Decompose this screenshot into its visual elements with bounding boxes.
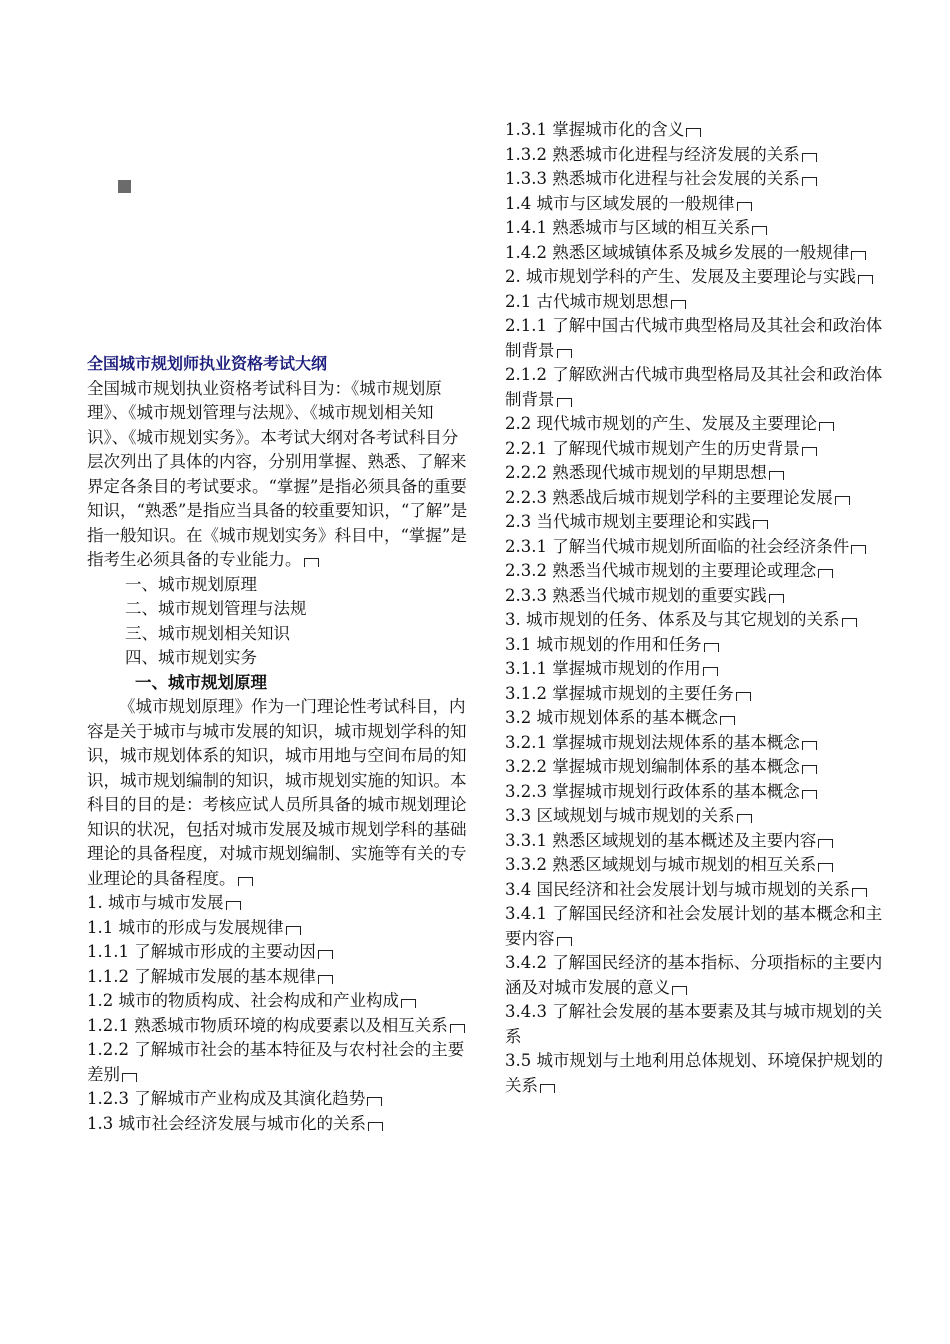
left-paragraph [87,940,473,965]
paragraph-mark-icon [704,643,719,652]
paragraph-text: 三、城市规划相关知识 [125,623,290,643]
right-paragraph [505,657,893,682]
paragraph-text: 四、城市规划实务 [125,648,257,667]
right-paragraph [505,118,893,143]
paragraph-mark-icon [818,863,833,872]
left-paragraph [87,989,473,1014]
paragraph-text: 1.3.2 熟悉城市化进程与经济发展的关系 [505,144,800,164]
paragraph-mark-icon [819,422,834,431]
paragraph-text: 2.3 当代城市规划主要理论和实践 [505,512,751,531]
paragraph-mark-icon [802,447,817,456]
paragraph-mark-icon [238,877,253,886]
paragraph-text: 1.1 城市的形成与发展规律 [87,917,284,937]
paragraph-mark-icon [450,1024,465,1033]
paragraph-text: 1.2.3 了解城市产业构成及其演化趋势 [87,1089,366,1108]
right-paragraph [505,314,893,363]
paragraph-mark-icon [802,177,817,186]
right-paragraph [505,167,893,192]
right-paragraph [505,902,893,951]
paragraph-mark-icon [818,839,833,848]
left-paragraph [87,597,473,622]
left-paragraph [87,573,473,598]
paragraph-text: 1.1.2 了解城市发展的基本规律 [87,966,316,986]
paragraph-text: 《城市规划原理》作为一门理论性考试科目，内容是关于城市与城市发展的知识，城市规划学科的知识，城市规划体系的知识，城市用地与空间布局的知识，城市规划编制的知识，城市规划实施的知识。本科目的目的是：考核应试人员所具备的城市规划理论知识的状况，包括对城市发展及城市规划学科的基础理论的具备程度，对城市规划编制、实施等有关的专业理论的具备程度。 [87,697,467,888]
right-paragraph [505,265,893,290]
paragraph-text: 2.1 古代城市规划思想 [505,291,669,311]
paragraph-text: 3.3.2 熟悉区域规划与城市规划的相互关系 [505,855,817,874]
paragraph-mark-icon [671,300,686,309]
paragraph-text: 1.4 城市与区域发展的一般规律 [505,193,735,213]
left-paragraph [87,695,473,891]
paragraph-mark-icon [557,398,572,407]
paragraph-text: 1.2.1 熟悉城市物质环境的构成要素以及相互关系 [87,1015,448,1035]
paragraph-mark-icon [752,226,767,235]
left-paragraph [87,622,473,647]
paragraph-text: 2.1.2 了解欧洲古代城市典型格局及其社会和政治体制背景 [505,365,883,409]
paragraph-text: 3.1.1 掌握城市规划的作用 [505,659,701,678]
paragraph-mark-icon [686,128,701,137]
paragraph-text: 2.3.2 熟悉当代城市规划的主要理论或理念 [505,561,817,580]
paragraph-text: 3.4 国民经济和社会发展计划与城市规划的关系 [505,879,850,899]
paragraph-mark-icon [557,349,572,358]
paragraph-mark-icon [851,545,866,554]
paragraph-text: 3.5 城市规划与土地利用总体规划、环境保护规划的关系 [505,1051,883,1095]
left-paragraph [87,352,473,377]
right-paragraph [505,216,893,241]
paragraph-mark-icon [753,520,768,529]
right-paragraph [505,1000,893,1049]
paragraph-mark-icon [737,814,752,823]
right-paragraph [505,829,893,854]
right-paragraph [505,510,893,535]
left-paragraph [87,1087,473,1112]
paragraph-text: 2.2.1 了解现代城市规划产生的历史背景 [505,438,800,458]
left-paragraph [87,1014,473,1039]
right-paragraph [505,731,893,756]
right-paragraph [505,682,893,707]
left-paragraph [87,916,473,941]
paragraph-text: 一、城市规划原理 [125,574,257,594]
paragraph-text: 2.3.3 熟悉当代城市规划的重要实践 [505,585,767,605]
right-paragraph [505,633,893,658]
right-paragraph [505,951,893,1000]
paragraph-mark-icon [842,618,857,627]
paragraph-text: 1.3.1 掌握城市化的含义 [505,120,685,139]
paragraph-mark-icon [557,937,572,946]
paragraph-text: 3.2 城市规划体系的基本概念 [505,708,718,727]
paragraph-text: 3.4.2 了解国民经济的基本指标、分项指标的主要内涵及对城市发展的意义 [505,953,883,997]
paragraph-text: 3.2.1 掌握城市规划法规体系的基本概念 [505,732,800,752]
paragraph-text: 1.3.3 熟悉城市化进程与社会发展的关系 [505,169,800,188]
left-paragraph [87,646,473,671]
right-paragraph [505,1049,893,1098]
paragraph-text: 3. 城市规划的任务、体系及与其它规划的关系 [505,610,840,629]
paragraph-text: 3.2.2 掌握城市规划编制体系的基本概念 [505,757,800,776]
paragraph-mark-icon [858,275,873,284]
paragraph-text: 3.3.1 熟悉区域规划的基本概述及主要内容 [505,830,817,850]
paragraph-text: 1.1.1 了解城市形成的主要动因 [87,942,316,961]
paragraph-text: 1.2 城市的物质构成、社会构成和产业构成 [87,991,399,1010]
paragraph-text: 2.3.1 了解当代城市规划所面临的社会经济条件 [505,536,850,556]
paragraph-text: 全国城市规划师执业资格考试大纲 [87,354,328,373]
paragraph-text: 3.1 城市规划的作用和任务 [505,634,702,654]
left-column [87,352,473,1136]
paragraph-text: 1.4.2 熟悉区域城镇体系及城乡发展的一般规律 [505,242,850,262]
paragraph-text: 3.4.3 了解社会发展的基本要素及其与城市规划的关系 [505,1002,883,1046]
right-paragraph [505,878,893,903]
left-paragraph [87,377,473,573]
paragraph-mark-icon [720,716,735,725]
right-paragraph [505,412,893,437]
paragraph-text: 2.1.1 了解中国古代城市典型格局及其社会和政治体制背景 [505,316,883,360]
paragraph-mark-icon [736,692,751,701]
right-paragraph [505,363,893,412]
paragraph-mark-icon [226,901,241,910]
paragraph-text: 3.1.2 掌握城市规划的主要任务 [505,683,734,703]
paragraph-mark-icon [672,986,687,995]
right-paragraph [505,559,893,584]
left-paragraph [87,1112,473,1137]
paragraph-text: 2. 城市规划学科的产生、发展及主要理论与实践 [505,267,856,286]
right-paragraph [505,241,893,266]
paragraph-text: 1. 城市与城市发展 [87,893,224,912]
paragraph-mark-icon [122,1073,137,1082]
paragraph-mark-icon [802,741,817,750]
left-paragraph [87,671,473,696]
right-paragraph [505,608,893,633]
paragraph-text: 1.4.1 熟悉城市与区域的相互关系 [505,218,751,237]
paragraph-mark-icon [318,975,333,984]
paragraph-text: 1.2.2 了解城市社会的基本特征及与农村社会的主要差别 [87,1040,465,1084]
right-paragraph [505,192,893,217]
paragraph-mark-icon [540,1084,555,1093]
paragraph-mark-icon [835,496,850,505]
right-paragraph [505,584,893,609]
right-paragraph [505,780,893,805]
right-paragraph [505,853,893,878]
paragraph-text: 3.2.3 掌握城市规划行政体系的基本概念 [505,781,800,801]
right-paragraph [505,755,893,780]
paragraph-text: 全国城市规划执业资格考试科目为：《城市规划原理》、《城市规划管理与法规》、《城市规划相关知识》、《城市规划实务》。本考试大纲对各考试科目分层次列出了具体的内容，分别用掌握、熟悉、了解来界定各条目的考试要求。“掌握”是指必须具备的重要知识，“熟悉”是指应当具备的较重要知识，“了解”是指一般知识。在《城市规划实务》科目中，“掌握”是指考生必须具备的专业能力。 [87,378,468,569]
left-paragraph [87,965,473,990]
paragraph-text: 一、城市规划原理 [135,672,267,692]
paragraph-mark-icon [818,569,833,578]
paragraph-mark-icon [851,251,866,260]
paragraph-mark-icon [286,926,301,935]
right-paragraph [505,290,893,315]
paragraph-text: 1.3 城市社会经济发展与城市化的关系 [87,1113,366,1133]
paragraph-text: 3.3 区域规划与城市规划的关系 [505,806,735,825]
paragraph-mark-icon [304,558,319,567]
paragraph-mark-icon [802,790,817,799]
paragraph-text: 2.2.3 熟悉战后城市规划学科的主要理论发展 [505,487,833,507]
right-paragraph [505,535,893,560]
paragraph-mark-icon [318,950,333,959]
paragraph-mark-icon [769,471,784,480]
paragraph-mark-icon [802,765,817,774]
right-paragraph [505,486,893,511]
right-column [505,118,893,1098]
square-bullet-icon [118,180,131,193]
paragraph-mark-icon [737,202,752,211]
paragraph-mark-icon [401,999,416,1008]
paragraph-text: 2.2.2 熟悉现代城市规划的早期思想 [505,463,767,482]
left-paragraph [87,1038,473,1087]
paragraph-mark-icon [367,1097,382,1106]
paragraph-mark-icon [703,667,718,676]
right-paragraph [505,706,893,731]
paragraph-text: 2.2 现代城市规划的产生、发展及主要理论 [505,414,817,433]
right-paragraph [505,437,893,462]
paragraph-mark-icon [769,594,784,603]
paragraph-text: 二、城市规划管理与法规 [125,599,307,618]
right-paragraph [505,804,893,829]
right-paragraph [505,143,893,168]
paragraph-mark-icon [368,1122,383,1131]
right-paragraph [505,461,893,486]
paragraph-mark-icon [852,888,867,897]
paragraph-text: 3.4.1 了解国民经济和社会发展计划的基本概念和主要内容 [505,904,883,948]
left-paragraph [87,891,473,916]
paragraph-mark-icon [802,153,817,162]
